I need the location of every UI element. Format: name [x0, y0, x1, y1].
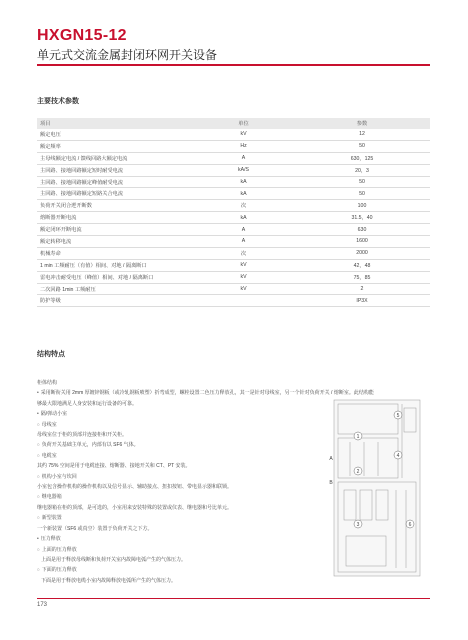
- cell-value: 1600: [294, 236, 430, 248]
- cell-value: 630: [294, 224, 430, 236]
- text-line-content: 继电器箱: [41, 494, 62, 501]
- table-row: [37, 247, 430, 259]
- cell-item: 主回路、接地回路额定短时耐受电流: [37, 164, 193, 176]
- table-row: [37, 224, 430, 236]
- text-line-content: 母线室位于柜的顶部并连接柜和开关柜。: [37, 432, 128, 439]
- cell-value: 42，48: [294, 259, 430, 271]
- structure-section-title: 结构特点: [37, 351, 65, 358]
- page-subtitle: 单元式交流金属封闭环网开关设备: [37, 48, 218, 62]
- text-line: [37, 378, 382, 388]
- circle-bullet-icon: ○: [37, 546, 40, 552]
- cell-item: 1 min 工频耐压（有值）相间、对地 / 隔离断口: [37, 259, 193, 271]
- cabinet-outline: [334, 400, 420, 576]
- marker-3: 3: [356, 522, 360, 528]
- cell-item: 额定频率: [37, 140, 193, 152]
- cell-unit: kV: [193, 129, 294, 140]
- specs-table: [37, 118, 430, 307]
- cell-item: 主回路、接地回路额定峰值耐受电流: [37, 176, 193, 188]
- table-row: [37, 200, 430, 212]
- marker-4: 4: [396, 453, 400, 459]
- cell-item: 防护等级: [37, 295, 193, 307]
- text-line-content: 下面是用于释放电缆小室内故障释放电弧所产生的气体压力。: [41, 577, 177, 584]
- table-row: [37, 164, 430, 176]
- circle-bullet-icon: ○: [37, 567, 40, 573]
- text-line-content: 母线室: [41, 421, 57, 428]
- switchgear-diagram: [330, 398, 430, 578]
- col-header-value: 参数: [294, 118, 430, 129]
- circle-bullet-icon: ○: [37, 494, 40, 500]
- cell-unit: A: [193, 152, 294, 164]
- cell-value: 630，125: [294, 152, 430, 164]
- table-row: [37, 283, 430, 295]
- cell-unit: kA: [193, 188, 294, 200]
- cell-value: 2: [294, 283, 430, 295]
- text-line-content: 机构小室与坎回: [41, 473, 77, 480]
- cell-value: 75，85: [294, 271, 430, 283]
- text-line-content: 压力释放: [40, 536, 61, 543]
- cell-value: 20，3: [294, 164, 430, 176]
- table-row: [37, 236, 430, 248]
- text-line-content: 柜体结构: [37, 380, 58, 386]
- table-row: [37, 212, 430, 224]
- page-number: 173: [37, 602, 48, 608]
- cell-item: 额定转移电流: [37, 236, 193, 248]
- marker-2: 2: [356, 469, 360, 475]
- text-line-content: 上面的压力释放: [41, 546, 77, 553]
- cell-value: 50: [294, 188, 430, 200]
- cell-item: 熔断器开断电流: [37, 212, 193, 224]
- header-divider: [37, 64, 430, 66]
- circle-bullet-icon: ○: [37, 452, 40, 458]
- marker-6: 6: [408, 522, 412, 528]
- marker-5: 5: [396, 413, 400, 419]
- cell-unit: kA: [193, 176, 294, 188]
- text-line-content: 一个新装置（SF6 或真空）装置于负荷开关之下方。: [37, 525, 153, 532]
- bullet-icon: •: [37, 411, 39, 418]
- specs-table-header: [37, 118, 430, 129]
- text-line-content: 下面的压力释放: [41, 567, 77, 574]
- col-header-unit: 单位: [193, 118, 294, 129]
- circle-bullet-icon: ○: [37, 515, 40, 521]
- side-label-a: A: [329, 456, 333, 462]
- cell-value: 50: [294, 176, 430, 188]
- cell-value: 2000: [294, 247, 430, 259]
- text-line-content: 小室包含操作机构的操作机构以及信号显示、辅助接点、扭扣按钮、带电显示器和联锁。: [37, 484, 233, 491]
- table-row: [37, 176, 430, 188]
- table-row: [37, 129, 430, 140]
- cell-unit: kV: [193, 271, 294, 283]
- text-line-content: 电缆室: [41, 452, 57, 459]
- cell-value: 31.5，40: [294, 212, 430, 224]
- circle-bullet-icon: ○: [37, 442, 40, 448]
- text-line-content: 负荷开关基础主单元，内部有以 SF6 气体。: [41, 442, 139, 449]
- circle-bullet-icon: ○: [37, 473, 40, 479]
- cell-item: 额定电压: [37, 129, 193, 140]
- circle-bullet-icon: ○: [37, 421, 40, 427]
- text-line-content: 上面是用于释放母线断和负荷开关室内故障电弧产生的气体压力。: [41, 556, 187, 563]
- cell-unit: Hz: [193, 140, 294, 152]
- table-row: [37, 188, 430, 200]
- cell-unit: 次: [193, 247, 294, 259]
- cell-item: 二次回路 1min 工频耐压: [37, 283, 193, 295]
- table-row: [37, 259, 430, 271]
- bullet-icon: •: [37, 390, 39, 397]
- bullet-icon: •: [37, 536, 39, 543]
- text-line-content: 隔/弹动小室: [40, 411, 68, 418]
- cell-unit: kA: [193, 212, 294, 224]
- cell-item: 主回路、接地回路额定短路关合电流: [37, 188, 193, 200]
- cell-item: 机械寿命: [37, 247, 193, 259]
- cell-item: 雷电冲击耐受电压（峰值）相间、对地 / 隔离断口: [37, 271, 193, 283]
- cell-unit: kA/S: [193, 164, 294, 176]
- cell-unit: kV: [193, 259, 294, 271]
- cell-unit: [193, 295, 294, 307]
- side-label-b: B: [329, 480, 333, 486]
- text-line-content: 其约 75% 空间是用于电缆连接、熔断器、接地开关和 CT、PT 安装。: [37, 463, 191, 470]
- cell-unit: kV: [193, 283, 294, 295]
- table-row: [37, 271, 430, 283]
- cell-item: 主母线额定电流 / 馈线回路大额定电流: [37, 152, 193, 164]
- marker-1: 1: [356, 434, 360, 440]
- text-line-content: 采用断衔关用 2mm 厚镀锌钢板（或冷轧钢板喷塑）折弯成型，螺栓设置二色压力释放孔，其一是针对母线室，另一个针对负荷开关 / 熔断室。此结构能: [40, 390, 374, 397]
- table-row: [37, 295, 430, 307]
- cell-item: 额定闭环开断电流: [37, 224, 193, 236]
- cell-value: 50: [294, 140, 430, 152]
- text-line-content: 够最大限地满足人身安装和运行设备的可靠。: [37, 400, 138, 407]
- cell-item: 负荷开关闭合逻开断数: [37, 200, 193, 212]
- cell-value: 12: [294, 129, 430, 140]
- cell-unit: 次: [193, 200, 294, 212]
- text-line-content: 继电器箱在柜的顶部，是可选的，小室用来安装特殊的装置或仪表、继电器和号比单元。: [37, 504, 233, 511]
- col-header-item: 项目: [37, 118, 193, 129]
- specs-section-title: 主要技术参数: [37, 98, 79, 105]
- cell-value: IP3X: [294, 295, 430, 307]
- text-line-content: 新型装置: [41, 515, 62, 522]
- table-row: [37, 152, 430, 164]
- page-title: HXGN15-12: [37, 27, 127, 44]
- cell-unit: A: [193, 224, 294, 236]
- cell-unit: A: [193, 236, 294, 248]
- footer-divider: [37, 598, 430, 599]
- table-row: [37, 140, 430, 152]
- cell-value: 100: [294, 200, 430, 212]
